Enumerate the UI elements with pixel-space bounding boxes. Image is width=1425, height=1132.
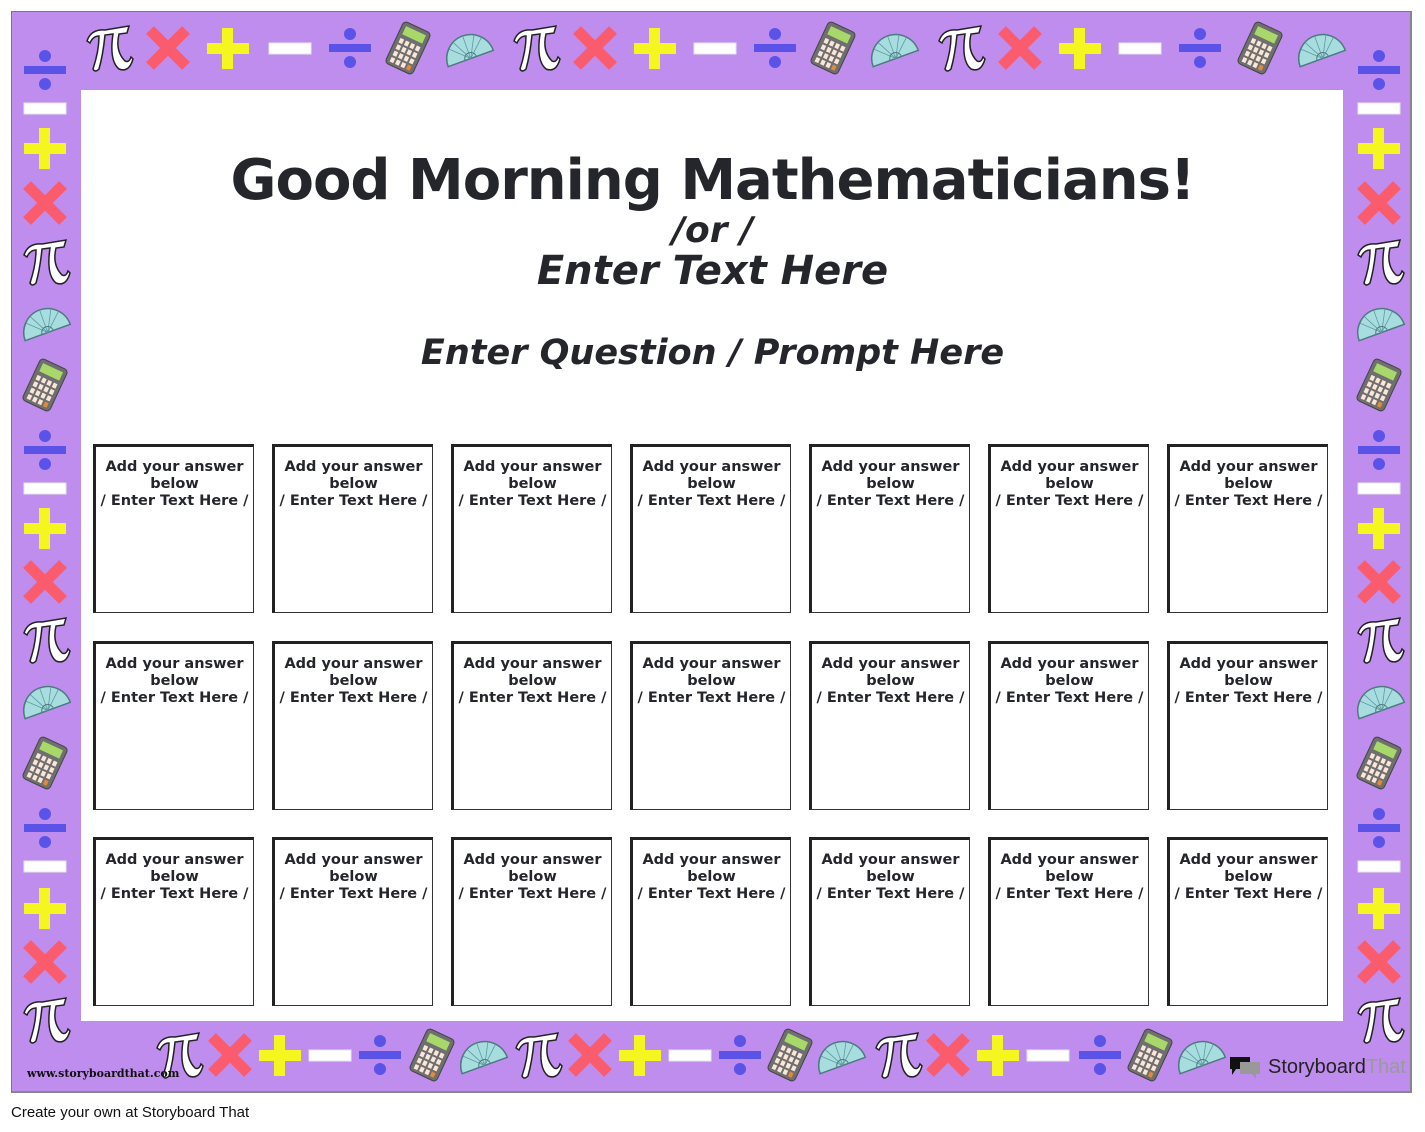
protractor-icon: [18, 673, 72, 727]
answer-box-line1: Add your answer: [463, 656, 602, 672]
answer-box-line3: / Enter Text Here /: [1174, 493, 1323, 509]
answer-box[interactable]: [988, 837, 1149, 1006]
times-icon: [563, 1028, 617, 1082]
answer-box[interactable]: [630, 444, 791, 613]
pi-icon: [870, 1028, 924, 1082]
storyboardthat-logo: [1228, 1055, 1406, 1079]
minus-icon: [263, 21, 317, 75]
plus-icon: [613, 1028, 667, 1082]
answer-box-line2: below: [1045, 476, 1094, 492]
answer-box-line2: below: [1224, 673, 1273, 689]
answer-box-line3: / Enter Text Here /: [458, 886, 607, 902]
pi-icon: [81, 21, 135, 75]
speech-bubbles-icon: [1228, 1055, 1262, 1079]
answer-box-line3: / Enter Text Here /: [816, 886, 965, 902]
answer-box-line3: / Enter Text Here /: [279, 886, 428, 902]
answer-box-line1: Add your answer: [1179, 459, 1318, 475]
logo-text-storyboard: Storyboard: [1268, 1055, 1366, 1078]
pi-icon: [1352, 613, 1406, 667]
answer-box[interactable]: [272, 641, 433, 810]
pi-icon: [508, 21, 562, 75]
answer-box-line3: / Enter Text Here /: [100, 886, 249, 902]
answer-box-line3: / Enter Text Here /: [1174, 886, 1323, 902]
answer-box-line1: Add your answer: [821, 656, 960, 672]
answer-box-line1: Add your answer: [642, 656, 781, 672]
protractor-icon: [813, 1028, 867, 1082]
protractor-icon: [1352, 673, 1406, 727]
minus-icon: [688, 21, 742, 75]
answer-box[interactable]: [451, 444, 612, 613]
times-icon: [203, 1028, 257, 1082]
answer-box-line2: below: [866, 869, 915, 885]
pi-icon: [510, 1028, 564, 1082]
times-icon: [921, 1028, 975, 1082]
answer-box-line2: below: [687, 476, 736, 492]
answer-box[interactable]: [93, 444, 254, 613]
times-icon: [568, 21, 622, 75]
protractor-icon: [455, 1028, 509, 1082]
or-text[interactable]: /or /: [671, 210, 754, 251]
times-icon: [18, 935, 72, 989]
plus-icon: [18, 501, 72, 555]
plus-icon: [201, 21, 255, 75]
answer-box-line1: Add your answer: [642, 852, 781, 868]
answer-box-line1: Add your answer: [284, 656, 423, 672]
plus-icon: [1053, 21, 1107, 75]
answer-box-line3: / Enter Text Here /: [637, 886, 786, 902]
watermark-url: www.storyboardthat.com: [27, 1067, 180, 1080]
plus-icon: [1352, 881, 1406, 935]
answer-box-line1: Add your answer: [105, 852, 244, 868]
answer-box-line1: Add your answer: [463, 852, 602, 868]
answer-box[interactable]: [451, 641, 612, 810]
answer-box[interactable]: [988, 444, 1149, 613]
divide-icon: [1173, 21, 1227, 75]
divide-icon: [713, 1028, 767, 1082]
answer-box[interactable]: [809, 444, 970, 613]
answer-box-line2: below: [150, 869, 199, 885]
answer-box-line1: Add your answer: [642, 459, 781, 475]
answer-box[interactable]: [630, 837, 791, 1006]
footer-link[interactable]: Create your own at Storyboard That: [11, 1104, 250, 1121]
answer-box-line3: / Enter Text Here /: [100, 690, 249, 706]
divide-icon: [748, 21, 802, 75]
pi-icon: [1352, 993, 1406, 1047]
answer-box-line2: below: [508, 869, 557, 885]
protractor-icon: [866, 21, 920, 75]
answer-box-line1: Add your answer: [1000, 852, 1139, 868]
answer-box-line2: below: [329, 869, 378, 885]
calculator-icon: [18, 736, 72, 790]
protractor-icon: [441, 21, 495, 75]
calculator-icon: [1123, 1028, 1177, 1082]
answer-box-line2: below: [329, 476, 378, 492]
question-prompt[interactable]: Enter Question / Prompt Here: [420, 333, 1005, 373]
minus-icon: [303, 1028, 357, 1082]
times-icon: [1352, 555, 1406, 609]
answer-box[interactable]: [451, 837, 612, 1006]
answer-box-line2: below: [1224, 869, 1273, 885]
divide-icon: [1073, 1028, 1127, 1082]
answer-box[interactable]: [1167, 444, 1328, 613]
answer-box-line2: below: [508, 476, 557, 492]
answer-box-line2: below: [1224, 476, 1273, 492]
pi-icon: [18, 613, 72, 667]
answer-box-line1: Add your answer: [463, 459, 602, 475]
answer-box-line2: below: [687, 673, 736, 689]
answer-box[interactable]: [988, 641, 1149, 810]
answer-box[interactable]: [809, 641, 970, 810]
plus-icon: [253, 1028, 307, 1082]
answer-box-line3: / Enter Text Here /: [637, 690, 786, 706]
answer-box-line2: below: [150, 476, 199, 492]
answer-box[interactable]: [272, 444, 433, 613]
answer-box-line2: below: [150, 673, 199, 689]
answer-box-line3: / Enter Text Here /: [458, 690, 607, 706]
answer-box-line1: Add your answer: [105, 459, 244, 475]
calculator-icon: [1233, 21, 1287, 75]
logo-text-that: That: [1365, 1055, 1406, 1078]
answer-box-line1: Add your answer: [1000, 459, 1139, 475]
pi-icon: [933, 21, 987, 75]
calculator-icon: [381, 21, 435, 75]
answer-box-line3: / Enter Text Here /: [637, 493, 786, 509]
answer-box[interactable]: [93, 641, 254, 810]
answer-box[interactable]: [630, 641, 791, 810]
plus-icon: [628, 21, 682, 75]
minus-icon: [1021, 1028, 1075, 1082]
answer-box[interactable]: [272, 837, 433, 1006]
minus-icon: [663, 1028, 717, 1082]
divide-icon: [353, 1028, 407, 1082]
times-icon: [141, 21, 195, 75]
answer-box-line2: below: [687, 869, 736, 885]
answer-box[interactable]: [809, 837, 970, 1006]
pi-icon: [18, 993, 72, 1047]
calculator-icon: [763, 1028, 817, 1082]
answer-box-line2: below: [1045, 869, 1094, 885]
minus-icon: [1113, 21, 1167, 75]
answer-box-line2: below: [508, 673, 557, 689]
plus-icon: [1352, 501, 1406, 555]
answer-box-line3: / Enter Text Here /: [995, 690, 1144, 706]
calculator-icon: [405, 1028, 459, 1082]
answer-box-line2: below: [329, 673, 378, 689]
answer-box-line3: / Enter Text Here /: [279, 493, 428, 509]
answer-box-line3: / Enter Text Here /: [100, 493, 249, 509]
answer-box-line1: Add your answer: [1179, 852, 1318, 868]
answer-box[interactable]: [1167, 837, 1328, 1006]
divide-icon: [323, 21, 377, 75]
times-icon: [18, 555, 72, 609]
answer-box[interactable]: [93, 837, 254, 1006]
answer-box-line3: / Enter Text Here /: [816, 690, 965, 706]
answer-box-line1: Add your answer: [284, 459, 423, 475]
answer-box-line1: Add your answer: [821, 852, 960, 868]
times-icon: [1352, 935, 1406, 989]
answer-box-line2: below: [866, 476, 915, 492]
answer-box-line1: Add your answer: [105, 656, 244, 672]
calculator-icon: [1352, 736, 1406, 790]
answer-box[interactable]: [1167, 641, 1328, 810]
answer-box-line2: below: [1045, 673, 1094, 689]
page-title[interactable]: Good Morning Mathematicians!: [230, 148, 1195, 213]
answer-box-line1: Add your answer: [1000, 656, 1139, 672]
protractor-icon: [1293, 21, 1347, 75]
subtitle[interactable]: Enter Text Here: [536, 248, 889, 294]
answer-box-line1: Add your answer: [284, 852, 423, 868]
plus-icon: [971, 1028, 1025, 1082]
answer-box-line3: / Enter Text Here /: [1174, 690, 1323, 706]
answer-box-line3: / Enter Text Here /: [279, 690, 428, 706]
answer-box-line3: / Enter Text Here /: [458, 493, 607, 509]
answer-box-line2: below: [866, 673, 915, 689]
protractor-icon: [1173, 1028, 1227, 1082]
answer-box-line3: / Enter Text Here /: [816, 493, 965, 509]
answer-box-line1: Add your answer: [1179, 656, 1318, 672]
answer-box-line3: / Enter Text Here /: [995, 493, 1144, 509]
plus-icon: [18, 881, 72, 935]
times-icon: [993, 21, 1047, 75]
answer-box-line3: / Enter Text Here /: [995, 886, 1144, 902]
calculator-icon: [806, 21, 860, 75]
answer-box-line1: Add your answer: [821, 459, 960, 475]
